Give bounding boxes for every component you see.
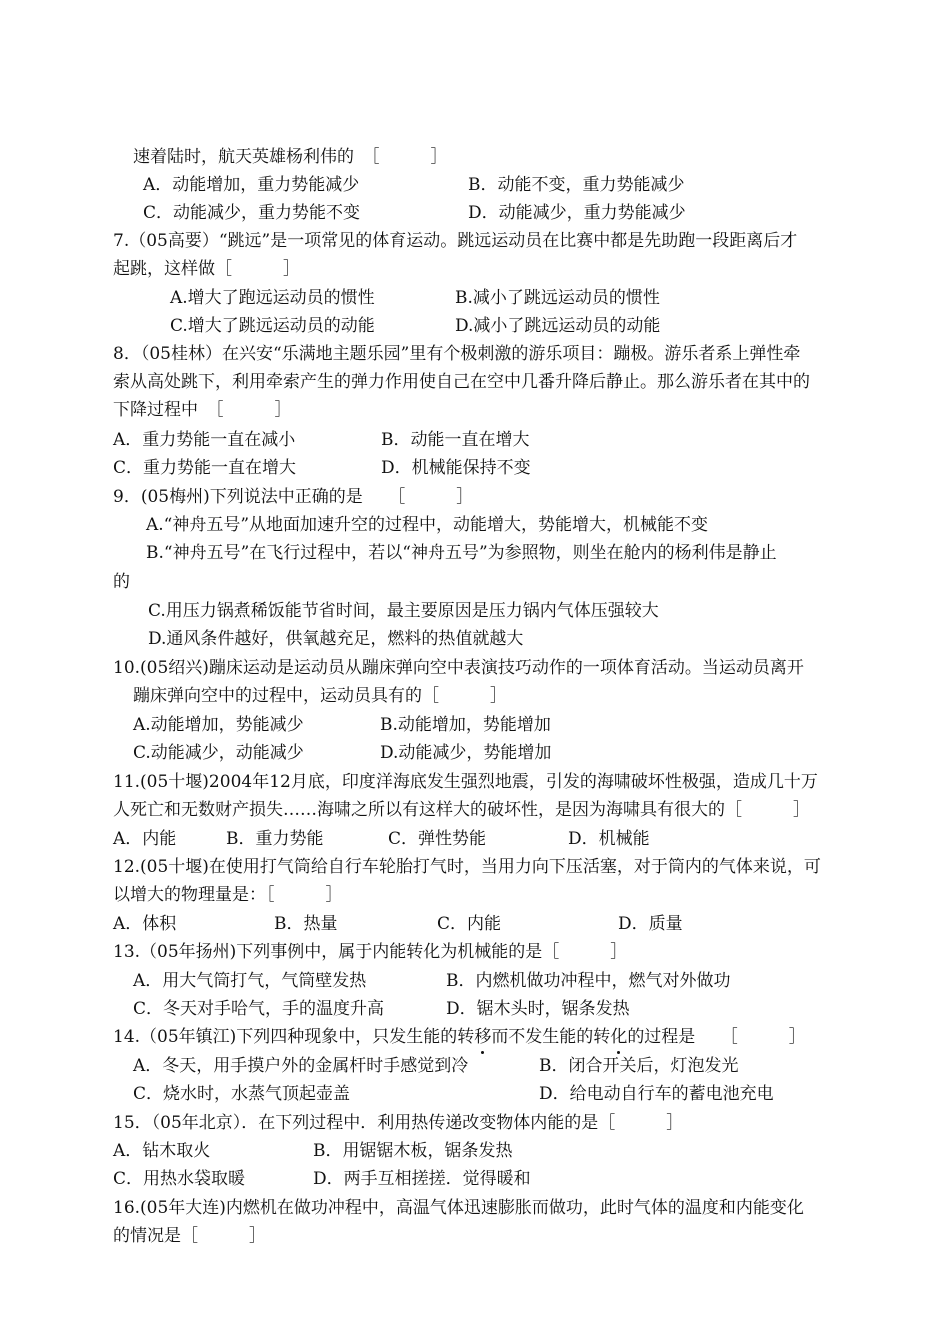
question-10-option-a: A.动能增加，势能减少 xyxy=(133,715,304,735)
question-14-option-d: D．给电动自行车的蓄电池充电 xyxy=(539,1084,774,1104)
question-7-option-c: C.增大了跳远运动员的动能 xyxy=(170,316,375,336)
question-9-option-a: A.“神舟五号”从地面加速升空的过程中，动能增大，势能增大，机械能不变 xyxy=(146,515,709,535)
question-8-stem-line-1: 8．（05桂林）在兴安“乐满地主题乐园”里有个极刺激的游乐项目：蹦极。游乐者系上弹性牵 xyxy=(113,344,801,364)
question-7-option-a: A.增大了跑远运动员的惯性 xyxy=(170,288,375,308)
question-10-option-d: D.动能减少，势能增加 xyxy=(380,743,552,763)
question-12-option-a: A．体积 xyxy=(113,914,177,934)
question-9-option-d: D.通风条件越好，供氧越充足，燃料的热值就越大 xyxy=(148,629,524,649)
question-15-option-c: C．用热水袋取暖 xyxy=(113,1169,246,1189)
question-15-option-d: D．两手互相搓搓．觉得暖和 xyxy=(313,1169,531,1189)
question-9-stem: 9．(05梅州)下列说法中正确的是 ［ ］ xyxy=(113,487,474,507)
question-8-stem-line-3: 下降过程中 ［ ］ xyxy=(113,400,292,420)
question-7-option-d: D.减小了跳远运动员的动能 xyxy=(455,316,661,336)
question-10-stem-line-1: 10.(05绍兴)蹦床运动是运动员从蹦床弹向空中表演技巧动作的一项体育活动。当运动员离开 xyxy=(113,658,804,678)
question-7-stem-line-2: 起跳，这样做［ ］ xyxy=(113,259,300,279)
question-11-option-d: D．机械能 xyxy=(568,829,650,849)
question-11-stem-line-2: 人死亡和无数财产损失……海啸之所以有这样大的破坏性，是因为海啸具有很大的［ ］ xyxy=(113,800,810,820)
question-14-stem-part-2: 而不发生能的转 xyxy=(491,1027,611,1047)
question-9-option-b-wrap: 的 xyxy=(113,572,130,592)
question-14-stem-part-1: 14.（05年镇江)下列四种现象中，只发生能的转 xyxy=(113,1027,475,1047)
question-13-option-c: C．冬天对手哈气，手的温度升高 xyxy=(133,999,385,1019)
question-10-stem-line-2: 蹦床弹向空中的过程中，运动员具有的［ ］ xyxy=(133,686,507,706)
question-13-option-a: A．用大气筒打气，气筒壁发热 xyxy=(133,971,367,991)
question-12-stem-line-2: 以增大的物理量是：［ ］ xyxy=(113,885,343,905)
question-8-stem-line-2: 索从高处跳下，利用牵索产生的弹力作用使自己在空中几番升降后静止。那么游乐者在其中的 xyxy=(113,372,810,392)
question-12-stem-line-1: 12.(05十堰)在使用打气筒给自行车轮胎打气时，当用力向下压活塞，对于筒内的气体来说，可 xyxy=(113,857,821,877)
question-12-option-c: C．内能 xyxy=(437,914,502,934)
question-8-option-c: C．重力势能一直在增大 xyxy=(113,458,297,478)
question-10-option-c: C.动能减少，动能减少 xyxy=(133,743,304,763)
question-14-option-a: A．冬天，用手摸户外的金属杆时手感觉到冷 xyxy=(133,1056,469,1076)
question-14-stem-part-3: 的过程是 ［ ］ xyxy=(627,1027,806,1047)
question-14-stem xyxy=(113,1025,806,1049)
question-8-option-d: D．机械能保持不变 xyxy=(381,458,531,478)
question-13-option-b: B．内燃机做功冲程中，燃气对外做功 xyxy=(446,971,731,991)
question-8-option-b: B．动能一直在增大 xyxy=(381,430,530,450)
question-14-option-b: B．闭合开关后，灯泡发光 xyxy=(539,1056,739,1076)
question-15-option-a: A．钻木取火 xyxy=(113,1141,211,1161)
emphasis-dot-char-1: 移 xyxy=(474,1027,492,1047)
question-10-option-b: B.动能增加，势能增加 xyxy=(380,715,551,735)
question-15-stem: 15．（05年北京）．在下列过程中．利用热传递改变物体内能的是［ ］ xyxy=(113,1113,684,1133)
question-6-option-b: B．动能不变，重力势能减少 xyxy=(468,175,685,195)
question-14-option-c: C．烧水时，水蒸气顶起壶盖 xyxy=(133,1084,351,1104)
question-6-option-d: D．动能减少，重力势能减少 xyxy=(468,203,686,223)
question-6-stem: 速着陆时，航天英雄杨利伟的 ［ ］ xyxy=(133,147,448,167)
question-11-option-b: B．重力势能 xyxy=(226,829,324,849)
question-9-option-c: C.用压力锅煮稀饭能节省时间，最主要原因是压力锅内气体压强较大 xyxy=(148,601,659,621)
question-9-option-b: B.“神舟五号”在飞行过程中，若以“神舟五号”为参照物，则坐在舱内的杨利伟是静止 xyxy=(146,543,777,563)
question-16-stem-line-1: 16.(05年大连)内燃机在做功冲程中，高温气体迅速膨胀而做功，此时气体的温度和内能变化 xyxy=(113,1198,804,1218)
question-16-stem-line-2: 的情况是［ ］ xyxy=(113,1226,266,1246)
question-11-option-a: A．内能 xyxy=(113,829,177,849)
question-13-option-d: D．锯木头时，锯条发热 xyxy=(446,999,630,1019)
question-6-option-a: A．动能增加，重力势能减少 xyxy=(143,175,360,195)
question-15-option-b: B．用锯锯木板，锯条发热 xyxy=(313,1141,513,1161)
question-12-option-b: B．热量 xyxy=(274,914,338,934)
question-11-option-c: C．弹性势能 xyxy=(388,829,487,849)
question-11-stem-line-1: 11.(05十堰)2004年12月底，印度洋海底发生强烈地震，引发的海啸破坏性极强，造成几十万 xyxy=(113,772,818,792)
emphasis-dot-char-2: 化 xyxy=(610,1027,628,1047)
question-13-stem: 13.（05年扬州)下列事例中，属于内能转化为机械能的是［ ］ xyxy=(113,942,628,962)
question-7-option-b: B.减小了跳远运动员的惯性 xyxy=(455,288,660,308)
question-12-option-d: D．质量 xyxy=(618,914,683,934)
question-7-stem-line-1: 7.（05高要）“跳远”是一项常见的体育运动。跳远运动员在比赛中都是先助跑一段距离后才 xyxy=(113,231,798,251)
question-6-option-c: C．动能减少，重力势能不变 xyxy=(143,203,361,223)
question-8-option-a: A．重力势能一直在减小 xyxy=(113,430,296,450)
